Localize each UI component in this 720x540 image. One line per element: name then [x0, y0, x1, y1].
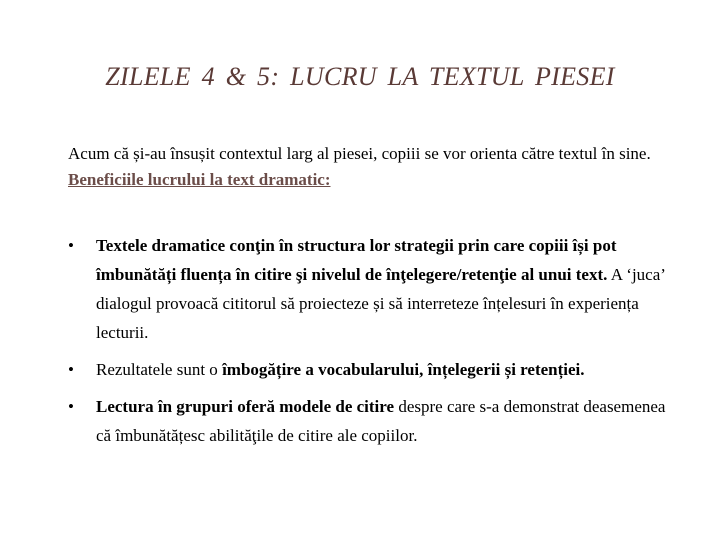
bullet-bold-text: Textele dramatice conţin în structura lor strategii prin care copiii își pot îmbunătăți fluența în citire şi nivelul de înţelegere/retenţie al unui text. — [96, 236, 617, 284]
benefits-heading: Beneficiile lucrului la text dramatic: — [68, 170, 331, 189]
list-item — [68, 231, 668, 347]
bullet-text: despre care s-a demonstrat deasemenea că îmbunătățesc abilităţile de citire ale copiilor. — [96, 397, 666, 445]
benefits-list — [68, 231, 668, 458]
bullet-bold-text: Lectura în grupuri oferă modele de citire — [96, 397, 395, 416]
bullet-text: A ‘juca’ dialogul provoacă cititorul să proiecteze și să interreteze înțelesuri în experiența lecturii. — [96, 265, 665, 342]
slide-title: ZILELE 4 & 5: LUCRU LA TEXTUL PIESEI — [105, 62, 615, 91]
bullet-text: Rezultatele sunt o — [96, 360, 223, 379]
bullet-icon: • — [68, 360, 74, 379]
list-item — [68, 392, 668, 450]
bullet-bold-text: îmbogățire a vocabularului, înțelegerii și retenției. — [222, 360, 585, 379]
bullet-icon: • — [68, 397, 74, 416]
bullet-icon: • — [68, 236, 74, 255]
intro-paragraph — [68, 141, 668, 193]
intro-text: Acum că și-au însușit contextul larg al piesei, copiii se vor orienta către textul în sine. — [68, 144, 651, 163]
list-item — [68, 355, 668, 384]
